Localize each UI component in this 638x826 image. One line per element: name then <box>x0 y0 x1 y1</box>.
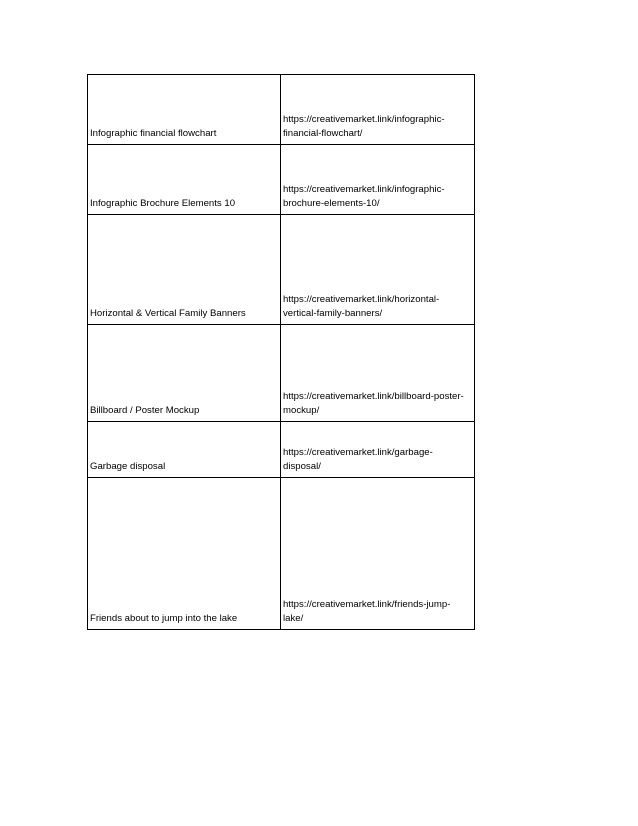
item-link-line: lake/ <box>283 613 304 624</box>
item-link-line: vertical-family-banners/ <box>283 308 383 319</box>
item-link[interactable] <box>281 478 475 630</box>
table-row <box>88 215 475 325</box>
item-name: Garbage disposal <box>88 422 281 478</box>
item-link[interactable] <box>281 215 475 325</box>
item-link-line: https://creativemarket.link/billboard-poster- <box>283 391 464 402</box>
item-name: Friends about to jump into the lake <box>88 478 281 630</box>
item-link-line: disposal/ <box>283 461 321 472</box>
item-link-line: mockup/ <box>283 405 320 416</box>
item-name: Infographic financial flowchart <box>88 75 281 145</box>
item-link[interactable] <box>281 325 475 422</box>
item-link[interactable] <box>281 145 475 215</box>
table-row <box>88 75 475 145</box>
item-name: Billboard / Poster Mockup <box>88 325 281 422</box>
item-link-line: https://creativemarket.link/friends-jump- <box>283 599 451 610</box>
item-link-line: financial-flowchart/ <box>283 128 363 139</box>
table-row <box>88 325 475 422</box>
item-name: Infographic Brochure Elements 10 <box>88 145 281 215</box>
links-table <box>87 74 475 630</box>
item-link-line: brochure-elements-10/ <box>283 198 380 209</box>
item-name: Horizontal & Vertical Family Banners <box>88 215 281 325</box>
item-link[interactable] <box>281 75 475 145</box>
item-link-line: https://creativemarket.link/garbage- <box>283 447 433 458</box>
table-row <box>88 145 475 215</box>
item-link-line: https://creativemarket.link/infographic- <box>283 114 445 125</box>
item-link[interactable] <box>281 422 475 478</box>
table-row <box>88 478 475 630</box>
table-row <box>88 422 475 478</box>
item-link-line: https://creativemarket.link/infographic- <box>283 184 445 195</box>
item-link-line: https://creativemarket.link/horizontal- <box>283 294 440 305</box>
